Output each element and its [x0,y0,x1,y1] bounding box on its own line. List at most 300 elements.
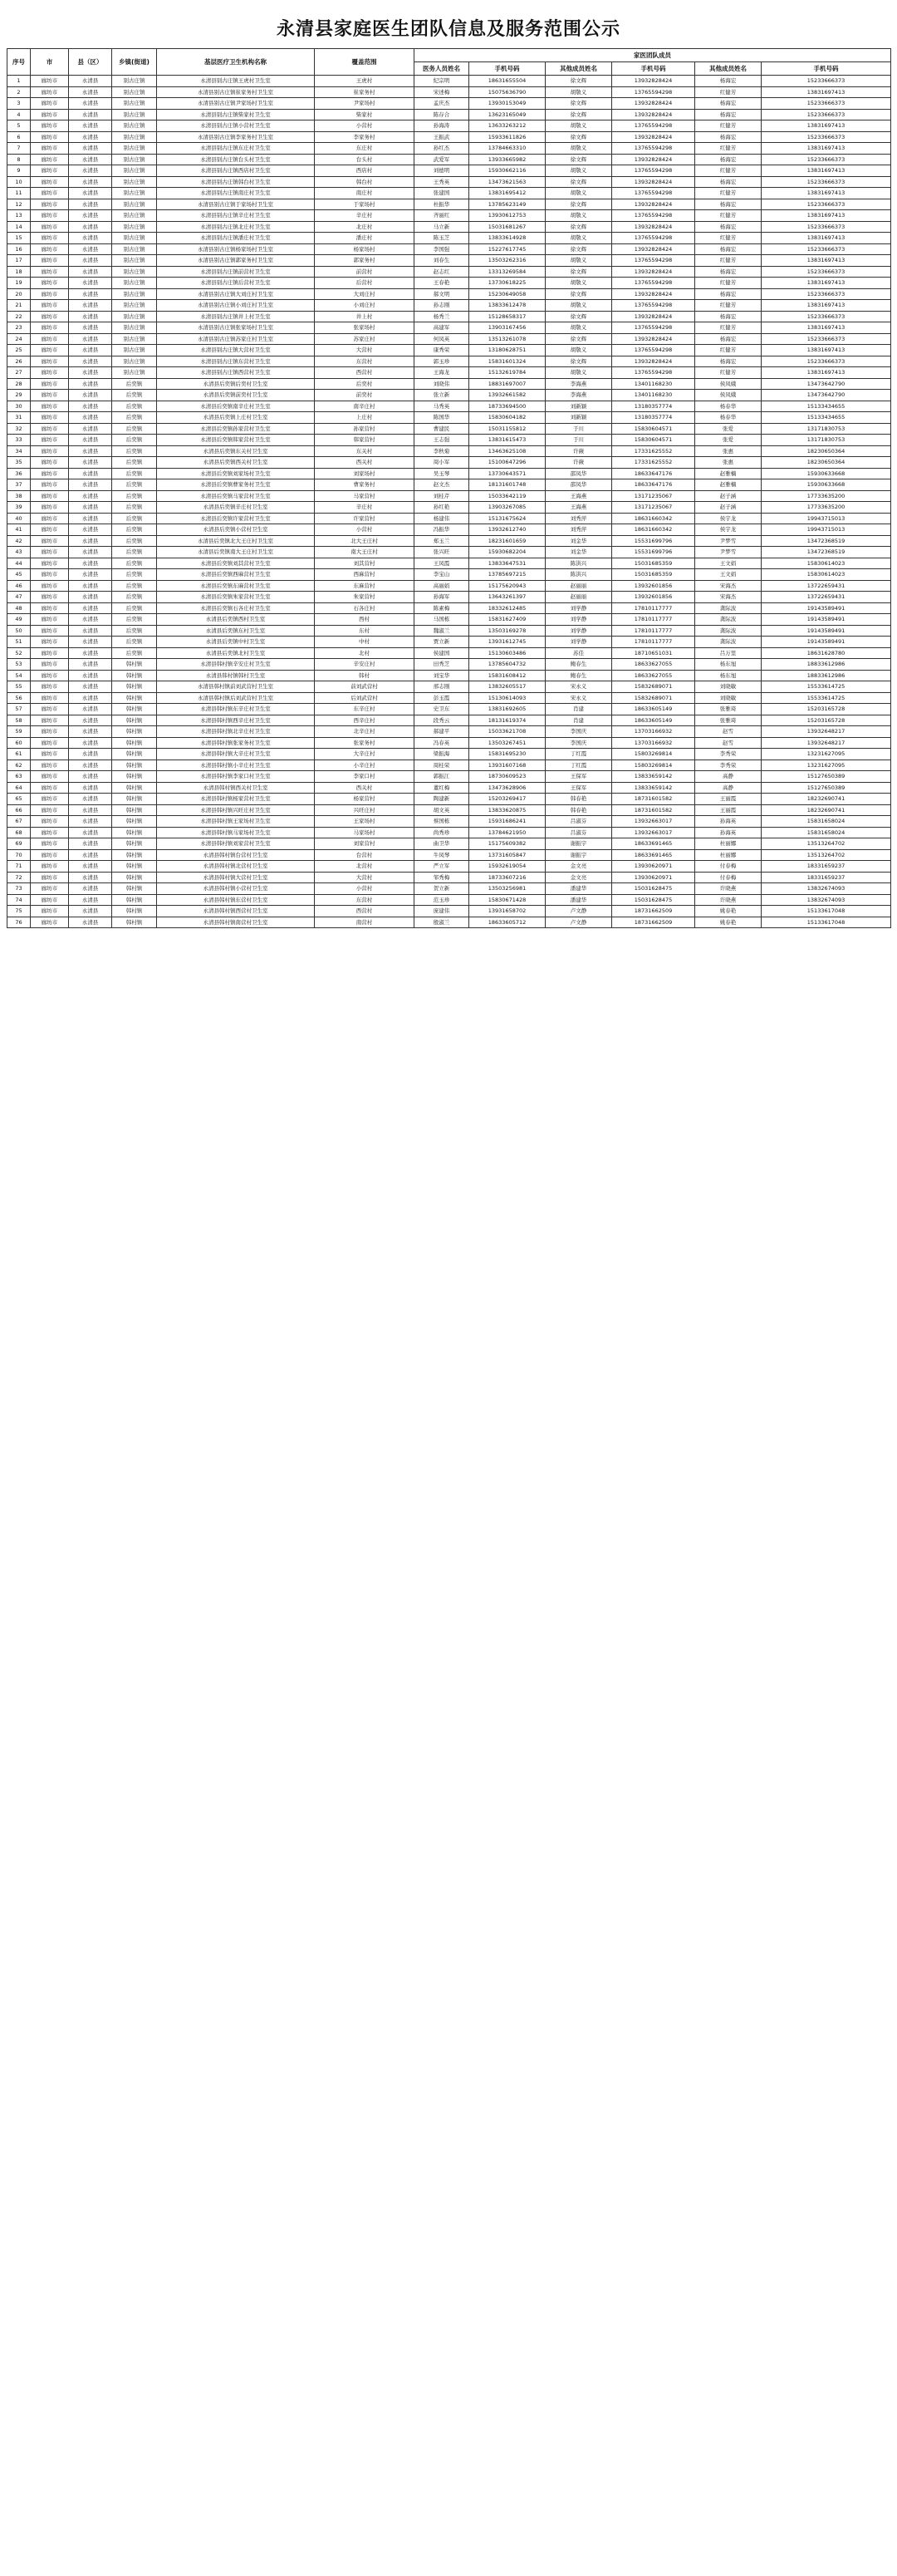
member1-cell: 刘金华 [546,547,612,558]
service-name-cell: 赵志红 [414,266,469,278]
table-row [7,176,891,188]
township-cell: 韩村镇 [112,906,157,917]
phone2-cell: 18230650364 [762,457,891,469]
member2-cell: 杨海宏 [695,199,762,210]
coverage-cell: 马家营村 [315,490,414,502]
service-name-cell: 贺立新 [414,883,469,895]
table-row [7,906,891,917]
seq-cell: 8 [7,154,31,165]
phone2-cell: 15233666373 [762,266,891,278]
city-cell: 廊坊市 [31,502,69,514]
service-name-cell: 张兴旺 [414,547,469,558]
table-row [7,547,891,558]
township-cell: 后奕镇 [112,457,157,469]
seq-cell: 15 [7,233,31,244]
member2-cell: 张雅琦 [695,715,762,726]
service-name-cell: 冯振华 [414,524,469,536]
member2-cell: 杨春华 [695,412,762,424]
institution-cell: 永清县韩村镇大辛庄村卫生室 [157,749,315,760]
phone2-cell: 17733635200 [762,490,891,502]
coverage-cell: 大辛庄村 [315,749,414,760]
phone-cell: 15031155812 [469,423,546,435]
phone1-cell: 13171235067 [612,502,695,514]
table-row [7,435,891,446]
coverage-cell: 北营村 [315,861,414,873]
institution-cell: 永清县后奕镇东麻营村卫生室 [157,580,315,592]
township-cell: 后奕镇 [112,637,157,648]
coverage-cell: 兴旺庄村 [315,804,414,816]
member2-cell: 龚际波 [695,602,762,614]
member2-cell: 赵雅楠 [695,479,762,491]
city-cell: 廊坊市 [31,749,69,760]
coverage-cell: 小营村 [315,883,414,895]
city-cell: 廊坊市 [31,311,69,322]
phone2-cell: 15831658024 [762,816,891,828]
service-name-cell: 陈国华 [414,412,469,424]
institution-cell: 永清县韩村镇大营村卫生室 [157,872,315,883]
service-name-cell: 殷淑兰 [414,917,469,928]
coverage-cell: 前奕村 [315,390,414,401]
phone1-cell: 13932663017 [612,816,695,828]
institution-cell: 永清县后奕镇马家营村卫生室 [157,490,315,502]
city-cell: 廊坊市 [31,199,69,210]
service-name-cell: 杨秀兰 [414,311,469,322]
member1-cell: 王保军 [546,771,612,783]
table-row [7,143,891,155]
service-name-cell: 陈存合 [414,109,469,120]
coverage-cell: 东营村 [315,356,414,367]
county-cell: 永清县 [69,143,112,155]
township-cell: 后奕镇 [112,401,157,412]
service-name-cell: 孙海军 [414,592,469,603]
table-row [7,917,891,928]
phone-cell: 18730609523 [469,771,546,783]
member1-cell: 胡敬义 [546,233,612,244]
township-cell: 后奕镇 [112,468,157,479]
phone1-cell: 13932601856 [612,580,695,592]
coverage-cell: 西麻营村 [315,569,414,581]
seq-cell: 27 [7,367,31,379]
member2-cell: 赵子涵 [695,502,762,514]
institution-cell: 永清县韩村镇北营村卫生室 [157,861,315,873]
document-title: 永清县家庭医生团队信息及服务范围公示 [276,18,620,40]
township-cell: 韩村镇 [112,715,157,726]
table-row [7,602,891,614]
county-cell: 永清县 [69,637,112,648]
phone1-cell: 13765594298 [612,233,695,244]
coverage-cell: 北村 [315,647,414,659]
township-cell: 后奕镇 [112,558,157,569]
member1-cell: 于川 [546,435,612,446]
table-row [7,490,891,502]
coverage-cell: 柴家村 [315,109,414,120]
table-row [7,165,891,177]
coverage-cell: 北辛庄村 [315,726,414,738]
institution-cell: 永清县后奕镇南辛庄村卫生室 [157,401,315,412]
coverage-cell: 东庄村 [315,143,414,155]
phone2-cell: 19143589491 [762,602,891,614]
phone-cell: 13473628906 [469,782,546,794]
coverage-cell: 西关村 [315,782,414,794]
table-row [7,872,891,883]
city-cell: 廊坊市 [31,76,69,87]
city-cell: 廊坊市 [31,804,69,816]
city-cell: 廊坊市 [31,345,69,356]
institution-cell: 永清县韩村镇南营村卫生室 [157,917,315,928]
service-name-cell: 纪宗明 [414,76,469,87]
city-cell: 廊坊市 [31,647,69,659]
phone2-cell: 13831697413 [762,255,891,267]
township-cell: 韩村镇 [112,670,157,681]
institution-cell: 永清县别古庄镇井上村卫生室 [157,311,315,322]
service-name-cell: 马秀英 [414,401,469,412]
phone-cell: 13473621563 [469,176,546,188]
phone-cell: 13503169278 [469,625,546,637]
table-row [7,827,891,838]
member1-cell: 胡敬义 [546,345,612,356]
phone2-cell: 18232690741 [762,794,891,805]
table-row [7,715,891,726]
phone2-cell: 15233666373 [762,243,891,255]
township-cell: 韩村镇 [112,816,157,828]
institution-cell: 永清县韩村镇西辛庄村卫生室 [157,715,315,726]
city-cell: 廊坊市 [31,322,69,334]
table-row [7,592,891,603]
coverage-cell: 张家场村 [315,322,414,334]
table-row [7,513,891,524]
member2-cell: 红健芳 [695,165,762,177]
phone2-cell: 19943715013 [762,524,891,536]
table-row [7,278,891,289]
phone2-cell: 15233666373 [762,333,891,345]
phone-cell: 13730643571 [469,468,546,479]
service-name-cell: 赵文杰 [414,479,469,491]
coverage-cell: 李家务村 [315,131,414,143]
county-cell: 永清县 [69,558,112,569]
city-cell: 廊坊市 [31,737,69,749]
county-cell: 永清县 [69,737,112,749]
member1-cell: 卢文静 [546,906,612,917]
county-cell: 永清县 [69,243,112,255]
member1-cell: 刘学静 [546,625,612,637]
phone-cell: 13463625108 [469,445,546,457]
seq-cell: 28 [7,378,31,390]
city-cell: 廊坊市 [31,625,69,637]
institution-cell: 永清县后奕镇许家营村卫生室 [157,513,315,524]
table-row [7,401,891,412]
service-name-cell: 张建国 [414,188,469,199]
phone-cell: 13313269584 [469,266,546,278]
table-row [7,479,891,491]
city-cell: 廊坊市 [31,278,69,289]
phone-cell: 15831695230 [469,749,546,760]
seq-cell: 57 [7,704,31,715]
member1-cell: 刘秀萍 [546,524,612,536]
city-cell: 廊坊市 [31,849,69,861]
coverage-cell: 苏家庄村 [315,333,414,345]
township-cell: 后奕镇 [112,535,157,547]
coverage-cell: 马家场村 [315,827,414,838]
member2-cell: 张惠 [695,457,762,469]
seq-cell: 69 [7,838,31,850]
table-row [7,445,891,457]
coverage-cell: 朱家营村 [315,592,414,603]
coverage-cell: 东麻营村 [315,580,414,592]
seq-cell: 14 [7,221,31,233]
phone2-cell: 13231627095 [762,760,891,771]
city-cell: 廊坊市 [31,266,69,278]
phone2-cell: 15133617048 [762,917,891,928]
institution-cell: 永清县别古庄镇柴家村卫生室 [157,109,315,120]
member1-cell: 金文亮 [546,872,612,883]
member2-cell: 宋海杰 [695,580,762,592]
member2-cell: 张爱 [695,423,762,435]
phone1-cell: 13765594298 [612,143,695,155]
phone1-cell: 15531699796 [612,547,695,558]
service-name-cell: 曹建民 [414,423,469,435]
city-cell: 廊坊市 [31,210,69,222]
coverage-cell: 后奕村 [315,378,414,390]
member1-cell: 胡敬义 [546,300,612,312]
member2-cell: 赵雪 [695,726,762,738]
city-cell: 廊坊市 [31,120,69,132]
phone-cell: 15931686241 [469,816,546,828]
member1-cell: 胡敬义 [546,210,612,222]
phone-cell: 15031681267 [469,221,546,233]
seq-cell: 20 [7,288,31,300]
seq-cell: 61 [7,749,31,760]
header-phone2: 手机号码 [762,62,891,76]
coverage-cell: 北庄村 [315,221,414,233]
phone-cell: 13623165049 [469,109,546,120]
institution-cell: 永清县后奕镇西村卫生室 [157,614,315,626]
phone1-cell: 13765594298 [612,278,695,289]
city-cell: 廊坊市 [31,490,69,502]
member1-cell: 李海燕 [546,390,612,401]
coverage-cell: 东辛庄村 [315,704,414,715]
institution-cell: 永清县后奕镇东关村卫生室 [157,445,315,457]
phone1-cell: 18731662509 [612,917,695,928]
seq-cell: 48 [7,602,31,614]
institution-cell: 永清县别古庄镇张家场村卫生室 [157,322,315,334]
phone-cell: 18733694500 [469,401,546,412]
member2-cell: 龚际波 [695,637,762,648]
seq-cell: 54 [7,670,31,681]
city-cell: 廊坊市 [31,378,69,390]
city-cell: 廊坊市 [31,580,69,592]
member1-cell: 胡敬义 [546,255,612,267]
institution-cell: 永清县后奕镇西关村卫生室 [157,457,315,469]
township-cell: 别古庄镇 [112,356,157,367]
phone2-cell: 19143589491 [762,625,891,637]
township-cell: 韩村镇 [112,726,157,738]
township-cell: 别古庄镇 [112,86,157,98]
county-cell: 永清县 [69,131,112,143]
coverage-cell: 于家场村 [315,199,414,210]
phone-cell: 15128658317 [469,311,546,322]
coverage-cell: 小刘庄村 [315,300,414,312]
table-row [7,692,891,704]
county-cell: 永清县 [69,266,112,278]
institution-cell: 永清县韩村镇西关村卫生室 [157,782,315,794]
member1-cell: 徐文辉 [546,266,612,278]
city-cell: 廊坊市 [31,468,69,479]
coverage-cell: 潘庄村 [315,233,414,244]
table-row [7,502,891,514]
city-cell: 廊坊市 [31,670,69,681]
institution-cell: 永清县别古庄镇辛庄村卫生室 [157,210,315,222]
institution-cell: 永清县别古庄镇东营村卫生室 [157,356,315,367]
header-phone1: 手机号码 [612,62,695,76]
member1-cell: 赵丽丽 [546,580,612,592]
table-row [7,704,891,715]
township-cell: 别古庄镇 [112,333,157,345]
institution-cell: 永清县后奕镇小营村卫生室 [157,524,315,536]
phone2-cell: 13831697413 [762,345,891,356]
phone1-cell: 17810117777 [612,602,695,614]
coverage-cell: 东营村 [315,894,414,906]
table-row [7,86,891,98]
institution-cell: 永清县别古庄镇苏家庄村卫生室 [157,333,315,345]
table-row [7,749,891,760]
member2-cell: 红健芳 [695,367,762,379]
service-name-cell: 刘宝华 [414,670,469,681]
service-name-cell: 郭玉珍 [414,356,469,367]
township-cell: 后奕镇 [112,592,157,603]
member2-cell: 许晓燕 [695,883,762,895]
phone-cell: 13784663310 [469,143,546,155]
coverage-cell: 王虎村 [315,76,414,87]
service-name-cell: 何凤英 [414,333,469,345]
phone1-cell: 13765594298 [612,367,695,379]
phone1-cell: 13932828424 [612,131,695,143]
phone2-cell: 13473642790 [762,378,891,390]
institution-cell: 永清县韩村镇北辛庄村卫生室 [157,726,315,738]
member2-cell: 张惠 [695,445,762,457]
phone1-cell: 13930620971 [612,861,695,873]
county-cell: 永清县 [69,524,112,536]
member2-cell: 赵雪 [695,737,762,749]
county-cell: 永清县 [69,378,112,390]
city-cell: 廊坊市 [31,233,69,244]
seq-cell: 65 [7,794,31,805]
member2-cell: 王丽霞 [695,804,762,816]
member1-cell: 徐文辉 [546,154,612,165]
phone1-cell: 18633605149 [612,715,695,726]
member1-cell: 吕淑芬 [546,816,612,828]
header-institution: 基层医疗卫生机构名称 [157,49,315,76]
phone-cell: 15175620943 [469,580,546,592]
member1-cell: 陈洪兴 [546,558,612,569]
county-cell: 永清县 [69,412,112,424]
coverage-cell: 南辛庄村 [315,401,414,412]
member1-cell: 韩春艳 [546,804,612,816]
institution-cell: 永清县别古庄镇西营村卫生室 [157,367,315,379]
township-cell: 韩村镇 [112,794,157,805]
seq-cell: 55 [7,681,31,693]
county-cell: 永清县 [69,468,112,479]
institution-cell: 永清县后奕镇北大王庄村卫生室 [157,535,315,547]
phone1-cell: 15832689071 [612,692,695,704]
institution-cell: 永清县韩村镇后刘武营村卫生室 [157,692,315,704]
phone1-cell: 18731601582 [612,794,695,805]
county-cell: 永清县 [69,917,112,928]
member2-cell: 张爱 [695,435,762,446]
service-name-cell: 孙志刚 [414,300,469,312]
city-cell: 廊坊市 [31,221,69,233]
phone1-cell: 13765594298 [612,345,695,356]
seq-cell: 23 [7,322,31,334]
service-name-cell: 曲卫华 [414,838,469,850]
phone-cell: 13730618225 [469,278,546,289]
seq-cell: 21 [7,300,31,312]
member1-cell: 李国庆 [546,737,612,749]
member2-cell: 尹梦雪 [695,547,762,558]
phone2-cell: 13832674093 [762,894,891,906]
table-row [7,760,891,771]
institution-cell: 永清县别古庄镇韩台村卫生室 [157,176,315,188]
coverage-cell: 崔家务村 [315,86,414,98]
phone2-cell: 15930633668 [762,479,891,491]
member1-cell: 肖建 [546,704,612,715]
township-cell: 别古庄镇 [112,300,157,312]
service-name-cell: 宋述梅 [414,86,469,98]
phone-cell: 13513261078 [469,333,546,345]
city-cell: 廊坊市 [31,872,69,883]
seq-cell: 39 [7,502,31,514]
institution-cell: 永清县后奕镇南大王庄村卫生室 [157,547,315,558]
institution-cell: 永清县韩村镇东辛庄村卫生室 [157,704,315,715]
institution-cell: 永清县别古庄镇潘庄村卫生室 [157,233,315,244]
phone1-cell: 13932828424 [612,311,695,322]
member1-cell: 徐文辉 [546,176,612,188]
phone2-cell: 13831697413 [762,210,891,222]
table-row [7,569,891,581]
phone2-cell: 15133617048 [762,906,891,917]
service-name-cell: 尚秀珍 [414,827,469,838]
county-cell: 永清县 [69,580,112,592]
table-row [7,861,891,873]
phone1-cell: 13765594298 [612,322,695,334]
member2-cell: 王文娟 [695,569,762,581]
member1-cell: 徐文辉 [546,311,612,322]
coverage-cell: 曹家务村 [315,479,414,491]
institution-cell: 永清县韩村镇兴旺庄村卫生室 [157,804,315,816]
member1-cell: 胡敬义 [546,278,612,289]
institution-cell: 永清县后奕镇辛庄村卫生室 [157,502,315,514]
county-cell: 永清县 [69,670,112,681]
phone1-cell: 13765594298 [612,188,695,199]
township-cell: 别古庄镇 [112,98,157,110]
county-cell: 永清县 [69,311,112,322]
township-cell: 后奕镇 [112,502,157,514]
institution-cell: 永清县别古庄镇李家务村卫生室 [157,131,315,143]
service-name-cell: 严立军 [414,861,469,873]
member1-cell: 丁红霞 [546,760,612,771]
seq-cell: 73 [7,883,31,895]
township-cell: 别古庄镇 [112,311,157,322]
coverage-cell: 韩家营村 [315,435,414,446]
table-row [7,782,891,794]
county-cell: 永清县 [69,535,112,547]
township-cell: 别古庄镇 [112,322,157,334]
seq-cell: 67 [7,816,31,828]
member1-cell: 刘金华 [546,535,612,547]
phone1-cell: 13932828424 [612,333,695,345]
seq-cell: 70 [7,849,31,861]
phone2-cell: 15233666373 [762,131,891,143]
county-cell: 永清县 [69,861,112,873]
